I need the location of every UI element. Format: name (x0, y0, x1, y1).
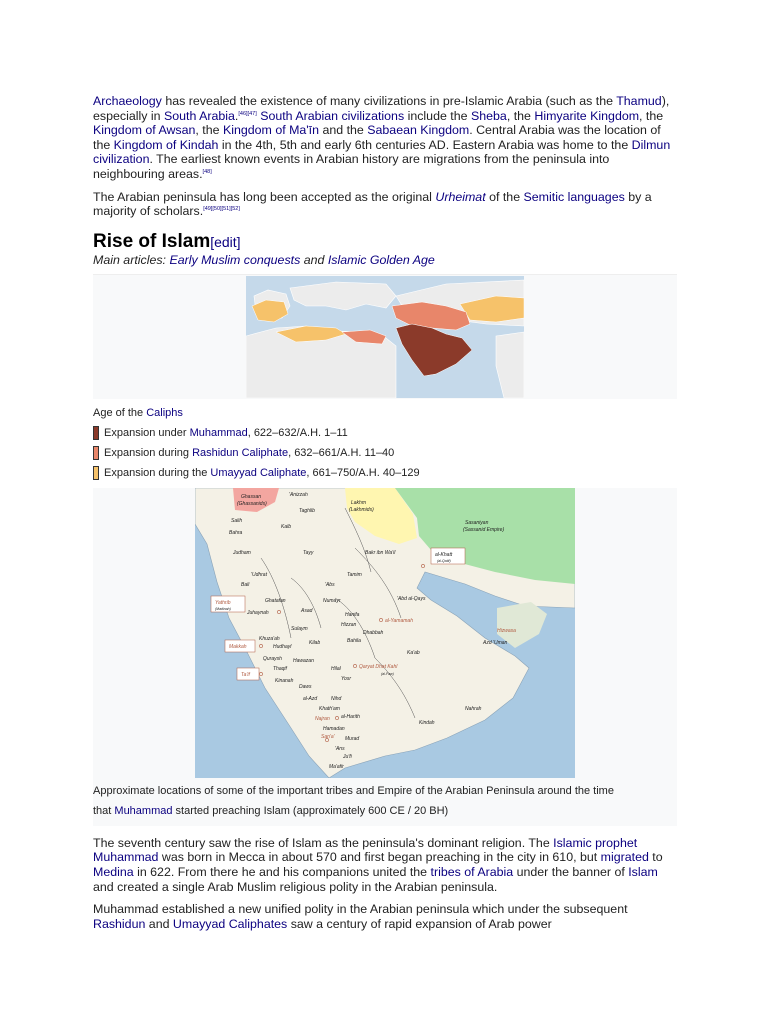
label-hizwasa: Hizwasa (497, 627, 516, 634)
label-kindah: Kindah (419, 719, 435, 726)
link-dilmun-civilization[interactable]: Dilmun civilization (93, 137, 671, 167)
label-abdqays: 'Abd al-Qays (397, 595, 426, 602)
figure1-caption: Age of the Caliphs (93, 406, 183, 419)
legend-item: Expansion under Muhammad, 622–632/A.H. 1–11 (93, 426, 677, 440)
label-hanifa: Hanifa (345, 611, 360, 618)
caliphate-expansion-map[interactable] (246, 276, 524, 398)
label-yosr: Yosr (341, 675, 352, 682)
legend-swatch (93, 466, 99, 480)
map-legend (93, 426, 677, 480)
label-maafir: Ma'afir (329, 763, 344, 770)
label-kinanah: Kinanah (275, 677, 294, 684)
label-numayr: Numayr (323, 597, 341, 604)
label-jufi: Ju'fi (343, 753, 352, 760)
link-himyarite-kingdom[interactable]: Himyarite Kingdom (534, 108, 640, 123)
label-hamadan: Hamadan (323, 725, 345, 732)
label-nihd: Nihd (331, 695, 342, 702)
link-sheba[interactable]: Sheba (470, 108, 507, 123)
label-ans: 'Ans (335, 745, 345, 752)
link-kingdom-of-kindah[interactable]: Kingdom of Kindah (113, 137, 219, 152)
label-bakr: Bakr ibn Wa'il (365, 549, 396, 556)
link-south-arabia[interactable]: South Arabia (163, 108, 235, 123)
paragraph-pre-islamic: Archaeology has revealed the existence of many civilizations in pre-Islamic Arabia (such as the Thamud), especially in South Arabia.[46][47] South Arabian civilizations include the Sheba, the Himyarite Kingdom, the Kingdom of Awsan, the Kingdom of Ma'īn and the Sabaean Kingdom. Central Arabia was the location of the Kingdom of Kindah in the 4th, 5th and early 6th centuries AD. Eastern Arabia was home to the Dilmun civilization. The earliest known events in Arabian history are migrations from the peninsula into neighbouring areas.[48] (93, 94, 671, 181)
label-makkah: Makkah (229, 643, 247, 650)
label-madinah: (Madinah) (215, 606, 231, 611)
label-judham: Judham (233, 549, 251, 556)
tribes-map-figure (93, 488, 677, 826)
label-alyamamah: al-Yamamah (385, 617, 413, 624)
legend-swatch (93, 426, 99, 440)
label-tayy: Tayy (303, 549, 314, 556)
label-dhabbah: Dhabbah (363, 629, 384, 636)
label-bahila: Bahila (347, 637, 361, 644)
label-ghassan: Ghassan (241, 493, 262, 500)
label-najran: Najran (315, 715, 330, 722)
link-urheimat[interactable]: Urheimat (435, 189, 486, 204)
legend-link[interactable]: Umayyad Caliphate (210, 466, 307, 479)
link-caliphs[interactable]: Caliphs (146, 406, 183, 419)
label-ghassanids: (Ghassanids) (237, 500, 267, 507)
label-sulaym: Sulaym (291, 625, 308, 632)
label-quraysh: Quraysh (263, 655, 282, 662)
label-sana: San'a' (321, 733, 335, 740)
caliphate-expansion-figure (93, 274, 677, 399)
label-sassanid: (Sassanid Empire) (463, 526, 505, 533)
link-kingdom-of-awsan[interactable]: Kingdom of Awsan (93, 123, 196, 138)
legend-swatch (93, 446, 99, 460)
label-azdoman: Azd 'Uman (483, 639, 508, 646)
label-anizzah: 'Anizzah (289, 491, 308, 498)
arabian-tribes-map[interactable] (195, 488, 575, 778)
reference[interactable]: [46][47] (238, 110, 257, 117)
edit-link[interactable]: [edit] (210, 233, 241, 250)
label-hizzan: Hizzan (341, 621, 357, 628)
label-lakhmids: (Lakhmids) (349, 506, 374, 513)
label-daws: Daws (299, 683, 312, 690)
label-kalb: Kalb (281, 523, 292, 530)
label-alqatif: (al-Qatif) (437, 558, 451, 563)
legend-item: Expansion during Rashidun Caliphate, 632–661/A.H. 11–40 (93, 446, 677, 460)
label-qaryat: Qaryat Dhat Kahl (359, 663, 398, 670)
label-hilal: Hilal (331, 665, 341, 672)
label-bali: Bali (241, 581, 250, 588)
reference[interactable]: [48] (202, 168, 212, 175)
label-thaqif: Thaqif (273, 665, 287, 672)
label-udhrat: 'Udhrat (251, 571, 267, 578)
label-khatham: Khath'am (319, 705, 340, 712)
label-khuzaah: Khuza'ah (259, 635, 280, 642)
main-articles-hatnote: Main articles: Early Muslim conquests and Islamic Golden Age (93, 252, 435, 267)
label-hudhayl: Hudhayl (273, 643, 292, 650)
link-muhammad-caption[interactable]: Muhammad (114, 804, 173, 817)
link-semitic-languages[interactable]: Semitic languages (523, 189, 625, 204)
label-alharith: al-Harith (341, 713, 360, 720)
label-juhaynah: Juhaynah (247, 609, 269, 616)
label-abs: 'Abs (325, 581, 335, 588)
link-kingdom-of-ma-n[interactable]: Kingdom of Ma'īn (222, 123, 320, 138)
figure2-caption: Approximate locations of some of the important tribes and Empire of the Arabian Peninsula around the time that Muhammad started preaching Islam (approximately 600 CE / 20 BH) (93, 784, 614, 817)
paragraph-semitic: The Arabian peninsula has long been accepted as the original Urheimat of the Semitic languages by a majority of scholars.[49][50][51][52] (93, 189, 652, 219)
link-early-muslim-conquests[interactable]: Early Muslim conquests (169, 252, 301, 267)
section-title: Rise of Islam (93, 230, 211, 252)
label-salih: Salih (231, 517, 243, 524)
article-content (93, 94, 677, 931)
label-taif: Ta'if (241, 671, 250, 678)
label-asad: Asad (301, 607, 313, 614)
link-archaeology[interactable]: Archaeology (93, 94, 162, 108)
label-nahrah: Nahrah (465, 705, 482, 712)
label-bahra: Bahra (229, 529, 243, 536)
reference[interactable]: [49][50][51][52] (203, 206, 240, 213)
legend-link[interactable]: Rashidun Caliphate (192, 446, 289, 459)
label-alkhatt: al-Khatt (435, 551, 453, 558)
label-sasaniyan: Sasaniyan (465, 519, 489, 526)
section-heading (93, 231, 677, 253)
link-thamud[interactable]: Thamud (616, 94, 662, 108)
label-alazd: al-Azd (303, 695, 318, 702)
label-ghatafan: Ghatafan (265, 597, 286, 604)
link-islamic-golden-age[interactable]: Islamic Golden Age (327, 252, 435, 267)
label-lakhm: Lakhm (351, 499, 367, 506)
label-hawazan: Hawazan (293, 657, 314, 664)
link-sabaean-kingdom[interactable]: Sabaean Kingdom (367, 123, 470, 138)
label-kilab: Kilab (309, 639, 321, 646)
label-kaab: Ka'ab (407, 649, 420, 656)
label-murad: Murad (345, 735, 360, 742)
label-taghlib: Taghlib (299, 507, 315, 514)
link-south-arabian-civilizations[interactable]: South Arabian civilizations (260, 108, 405, 123)
label-tamim: Tamim (347, 571, 362, 578)
label-yathrib: Yathrib (215, 599, 231, 606)
paragraph-unified-polity: Muhammad established a new unified polity in the Arabian peninsula which under the subsequent Rashidun and Umayyad Caliphates saw a century of rapid expansion of Arab power (93, 902, 628, 931)
label-alfaw: (al-Faw) (381, 671, 394, 676)
legend-link[interactable]: Muhammad (189, 426, 248, 439)
paragraph-seventh-century: The seventh century saw the rise of Islam as the peninsula's dominant religion. The Islamic prophet Muhammad was born in Mecca in about 570 and first began preaching in the city in 610, but migrated to Medina in 622. From there he and his companions united the tribes of Arabia under the banner of Islam and created a single Arab Muslim religious polity in the Arabian peninsula. (93, 835, 663, 894)
legend-item: Expansion during the Umayyad Caliphate, 661–750/A.H. 40–129 (93, 466, 677, 480)
